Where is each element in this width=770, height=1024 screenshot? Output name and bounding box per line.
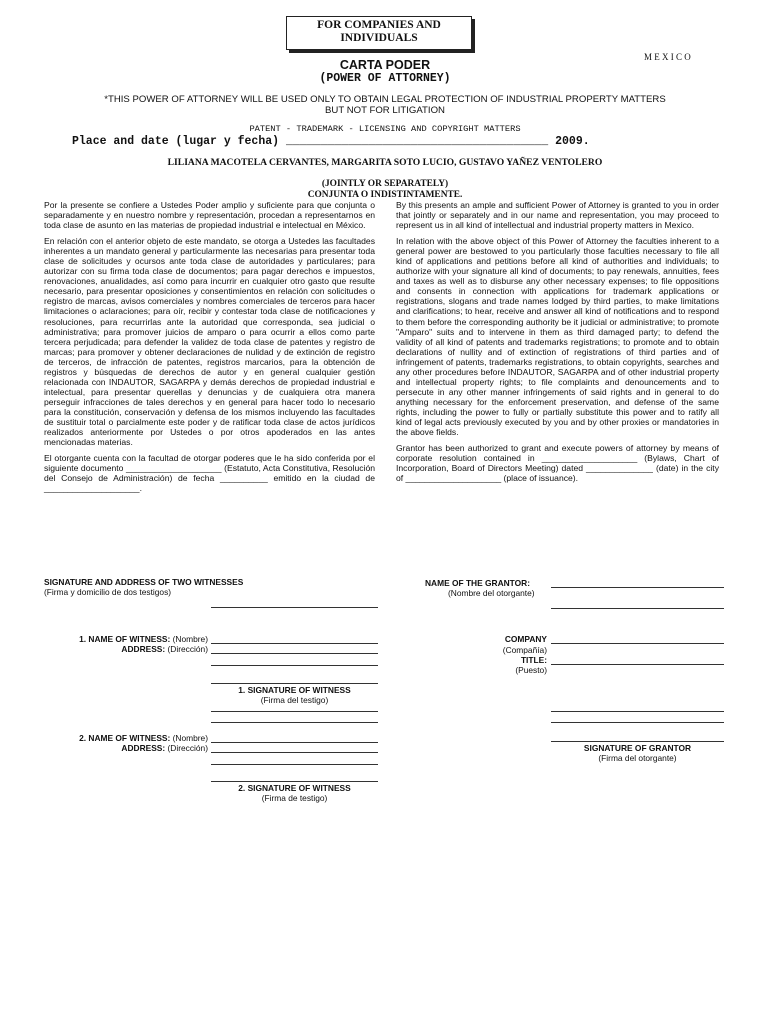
place-date-field[interactable]: ______________________________________	[285, 135, 549, 148]
witness-1-signature-label: 1. SIGNATURE OF WITNESS	[238, 685, 351, 695]
witness-2-address-es: (Dirección)	[167, 743, 208, 753]
place-date-line	[72, 135, 590, 148]
english-column	[396, 200, 719, 489]
witness-2-signature-field[interactable]	[211, 781, 378, 782]
grantor-signature-es: (Firma del otorgante)	[598, 753, 677, 763]
grantor-name-es: (Nombre del otorgante)	[448, 588, 535, 598]
year-label: 2009.	[555, 135, 590, 148]
witness-line-mid-2[interactable]	[211, 722, 378, 723]
witness-2-name-es: (Nombre)	[172, 733, 208, 743]
witness-1-name-label	[20, 634, 208, 644]
witness-1-address-text: ADDRESS:	[121, 644, 166, 654]
document-title: CARTA PODER	[339, 58, 431, 72]
grantor-name-field[interactable]	[551, 587, 724, 588]
title-field[interactable]	[551, 664, 724, 665]
witness-2-address-text: ADDRESS:	[121, 743, 166, 753]
witness-2-address-label	[20, 743, 208, 753]
witness-2-name-text: 2. NAME OF WITNESS:	[79, 733, 171, 743]
witness-line-mid-1[interactable]	[211, 711, 378, 712]
witness-1-address-es: (Dirección)	[167, 644, 208, 654]
document-type-box	[286, 16, 472, 50]
witness-1-address-field[interactable]	[211, 653, 378, 654]
english-paragraph-1: By this presents an ample and sufficient Power of Attorney is granted to you in order that jointly or separately and in our name and representation, you may proceed to represent us in all kind of intellectual and industrial property matters in Mexico.	[396, 200, 719, 231]
witness-1-name-es: (Nombre)	[172, 634, 208, 644]
grantor-name-field-2[interactable]	[551, 608, 724, 609]
title-label: TITLE:	[520, 655, 547, 665]
box-line-1: FOR COMPANIES AND	[317, 19, 441, 31]
grantor-signature-field[interactable]	[551, 741, 724, 742]
witness-2-name-label	[20, 733, 208, 743]
witness-2-name-field[interactable]	[211, 742, 378, 743]
witness-2-address-field-2[interactable]	[211, 764, 378, 765]
company-es: (Compañía)	[502, 645, 547, 655]
box-line-2: INDIVIDUALS	[340, 32, 418, 44]
spanish-paragraph-1: Por la presente se confiere a Ustedes Poder amplio y suficiente para que conjunta o separadamente y en nuestro nombre y representación, procedan a representarnos en toda clase de asunto en las materias de propiedad industrial e intelectual en México.	[44, 200, 375, 231]
jointly-label: (JOINTLY OR SEPARATELY)	[321, 179, 449, 189]
witness-1-name-field[interactable]	[211, 643, 378, 644]
witness-2-address-field[interactable]	[211, 752, 378, 753]
grantor-name-label: NAME OF THE GRANTOR:	[425, 578, 530, 588]
spanish-paragraph-2: En relación con el anterior objeto de este mandato, se otorga a Ustedes las facultades inherentes a un mandato general y particularmente las necesarias para presentar toda clase de solicitudes y ocursos ante toda clase de autoridades y particulares; para autorizar con su firma toda clase de documentos; para pagar derechos e impuestos, renovaciones, anualidades, así como para incurrir en cualquier otro gasto que resulte necesario, para presentar oposiciones y consentimientos en relación con solicitudes o registro de marcas, avisos comerciales y nombres comerciales de terceros para hacer limitaciones o aclaraciones; para oír, recibir y contestar toda clase de notificaciones y resoluciones, para recurrirlas ante la autoridad que corresponda, sea judicial o administrativa; para promover juicios de amparo o para ocurrir a ellos como parte tercera perjudicada; para defender la validez de toda clase de patentes y registro de marcas; para promover y obtener declaraciones de nulidad y de extinción de registro de terceros, de infracción de patentes, registros marcarios, para la obtención de registros y búsquedas de derechos de autor y en general cualquier gestión relacionada con INDAUTOR, SAGARPA y demás derechos de propiedad industrial e intelectual, para presentar querellas y denuncias y de cualquiera otra manera perseguir infracciones de tales derechos y en general para hacer todo lo necesario para la constitución, conservación y defensa de los mismos incluyendo las facultades de sustituir total o parcialmente este poder y de ratificar toda clase de actos jurídicos realizados anteriormente por Ustedes o por otros apoderados en las antes mencionadas materias.	[44, 236, 375, 448]
place-date-label: Place and date (lugar y fecha)	[72, 135, 280, 148]
document-subtitle: (POWER OF ATTORNEY)	[319, 72, 451, 85]
notice-line-2: BUT NOT FOR LITIGATION	[325, 105, 445, 116]
company-field[interactable]	[551, 643, 724, 644]
company-label: COMPANY	[504, 634, 547, 644]
witnesses-heading: SIGNATURE AND ADDRESS OF TWO WITNESSES	[44, 577, 244, 587]
witness-line-top[interactable]	[211, 607, 378, 608]
spanish-paragraph-3: El otorgante cuenta con la facultad de otorgar poderes que le ha sido conferida por el siguiente documento ____________________ (Estatuto, Acta Constitutiva, Resolución del Consejo de Administración) de fecha __________ emitido en la ciudad de ____________________.	[44, 453, 375, 494]
witness-2-signature-label: 2. SIGNATURE OF WITNESS	[238, 783, 351, 793]
grantor-line-1[interactable]	[551, 711, 724, 712]
attorneys-names: LILIANA MACOTELA CERVANTES, MARGARITA SOTO LUCIO, GUSTAVO YAÑEZ VENTOLERO	[167, 157, 603, 168]
witness-2-signature-es: (Firma de testigo)	[261, 793, 328, 803]
english-paragraph-3: Grantor has been authorized to grant and execute powers of attorney by means of corporate resolution contained in ____________________ (Bylaws, Chart of Incorporation, Board of Directors Meeting) dated ______________ (date) in the city of ____________________ (place of issuance).	[396, 443, 719, 484]
english-paragraph-2: In relation with the above object of this Power of Attorney the faculties inherent to a general power are bestowed to you particularly those faculties necessary to file all kind of applications and petitions before all kind of authorities and individuals; to authorize with your signature all kind of documents; to pay renewals, annuities, fees and taxes as well as to disburse any other necessary expenses; to file oppositions and consents in connection with applications for trademark applications or registrations, slogans and trade names lodged by third parties, to make limitations and clarifications; to hear, receive and answer all kind of notifications and to respond to them before the corresponding authority be it judicial or administrative; to promote "Amparo" suits and to intervene in them as third damaged party; to defend the validity of all kind of patents and trademarks registrations; to promote and to obtain declarations of nullity and of extinction of registrations of third parties and of infringement of patents, trademarks registrations, to obtain copyrights, searches and any other procedures before INDAUTOR, SAGARPA and of other industrial property and intellectual property rights; to file complaints and denouncements and to persecute in any other manner infringements of said rights and in general to do anything necessary for the enforcement preservation, and defense of the same rights, including the power to fully or partially substitute this power and to ratify all kind of legal acts previously executed by you and by other proxies or mandatories in the above fields.	[396, 236, 719, 438]
witness-1-address-label	[20, 644, 208, 654]
witness-1-signature-field[interactable]	[211, 683, 378, 684]
title-es: (Puesto)	[515, 665, 547, 675]
spanish-column	[44, 200, 375, 499]
conjunta-label: CONJUNTA O INDISTINTAMENTE.	[307, 190, 463, 200]
jointly-block	[0, 179, 770, 201]
grantor-line-2[interactable]	[551, 722, 724, 723]
grantor-signature-label: SIGNATURE OF GRANTOR	[583, 743, 692, 753]
notice-line-1: *THIS POWER OF ATTORNEY WILL BE USED ONLY TO OBTAIN LEGAL PROTECTION OF INDUSTRIAL PROPERTY MATTERS	[104, 94, 666, 105]
country-label: M E X I C O	[644, 52, 691, 62]
usage-notice	[40, 94, 730, 116]
witness-1-signature-es: (Firma del testigo)	[260, 695, 329, 705]
witness-1-address-field-2[interactable]	[211, 665, 378, 666]
matters-line: PATENT - TRADEMARK - LICENSING AND COPYRIGHT MATTERS	[249, 124, 521, 134]
witness-1-name-text: 1. NAME OF WITNESS:	[79, 634, 171, 644]
witnesses-subheading: (Firma y domicilio de dos testigos)	[44, 587, 172, 597]
